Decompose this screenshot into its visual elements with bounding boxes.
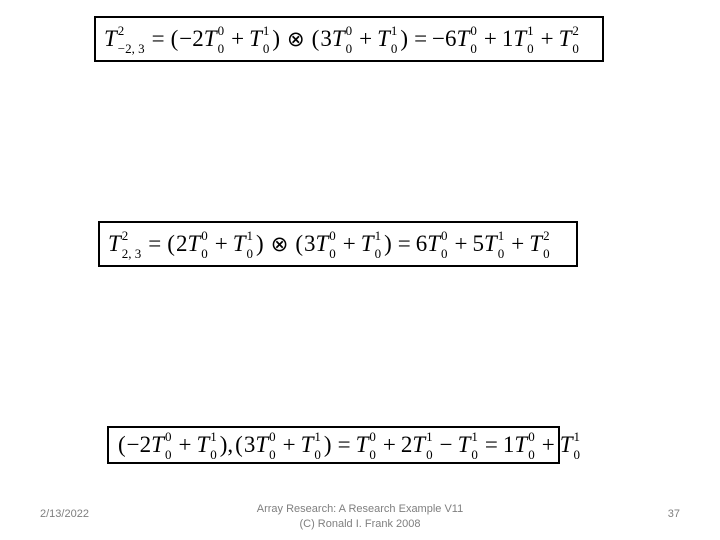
- tensor-product-operator: ⊗: [270, 232, 289, 256]
- tensor-term: [249, 23, 271, 56]
- term-superscript: 0: [329, 228, 336, 243]
- term-subscript: 0: [314, 447, 321, 462]
- term-indices: [390, 23, 398, 56]
- tensor-term: [360, 228, 383, 261]
- term-indices: [470, 23, 477, 56]
- term-superscript: 1: [573, 429, 580, 444]
- term-coefficient: −6: [432, 26, 457, 51]
- parenthesis: (: [170, 26, 179, 51]
- term-indices: [527, 23, 534, 56]
- term-indices: [121, 228, 142, 261]
- tensor-product-operator: ⊗: [287, 27, 305, 51]
- term-subscript: 0: [470, 41, 477, 56]
- term-indices: [441, 228, 448, 261]
- operator: +: [359, 26, 373, 51]
- term-subscript: 0: [426, 447, 433, 462]
- tensor-term: [502, 429, 537, 462]
- term-symbol: T: [558, 26, 572, 51]
- equation-box-3: [107, 426, 580, 464]
- term-coefficient: 6: [415, 231, 428, 256]
- term-superscript: 0: [269, 429, 276, 444]
- tensor-term: [320, 23, 354, 56]
- term-coefficient: 1: [501, 26, 514, 51]
- operator: +: [231, 26, 245, 51]
- term-symbol: T: [457, 432, 471, 457]
- tensor-term: [303, 228, 338, 261]
- term-superscript: 0: [470, 23, 477, 38]
- equation-box-2: [98, 221, 578, 267]
- term-subscript: 0: [369, 447, 376, 462]
- operator: =: [337, 432, 351, 457]
- term-indices: [528, 429, 535, 462]
- operator: +: [511, 231, 525, 256]
- tensor-term: [529, 228, 551, 261]
- parenthesis: (: [295, 231, 303, 256]
- operator: =: [397, 231, 411, 256]
- term-indices: [246, 228, 254, 261]
- term-subscript: 0: [441, 246, 448, 261]
- term-indices: [374, 228, 382, 261]
- tensor-term: [501, 23, 536, 56]
- term-symbol: T: [249, 26, 262, 51]
- tensor-term: [126, 429, 174, 462]
- term-coefficient: 1: [502, 432, 515, 457]
- term-symbol: T: [232, 231, 246, 256]
- term-indices: [314, 429, 321, 462]
- term-indices: [471, 429, 478, 462]
- term-subscript: 0: [217, 41, 225, 56]
- term-superscript: 0: [528, 429, 535, 444]
- term-superscript: 2: [117, 23, 125, 38]
- term-symbol: T: [529, 231, 543, 256]
- term-coefficient: −2: [126, 432, 152, 457]
- term-subscript: 0: [497, 246, 505, 261]
- parenthesis: (: [235, 432, 243, 457]
- term-symbol: T: [456, 26, 470, 51]
- tensor-term: [432, 23, 479, 56]
- term-indices: [164, 429, 172, 462]
- tensor-term: [472, 228, 507, 261]
- term-superscript: 1: [390, 23, 398, 38]
- term-indices: [573, 429, 580, 462]
- term-coefficient: 3: [303, 231, 316, 256]
- term-subscript: 0: [164, 447, 172, 462]
- parenthesis: ): [256, 231, 264, 256]
- term-subscript: 2, 3: [121, 246, 142, 261]
- term-symbol: T: [360, 231, 374, 256]
- term-coefficient: 5: [472, 231, 484, 256]
- term-superscript: 1: [262, 23, 270, 38]
- tensor-term: [104, 23, 147, 56]
- operator: =: [148, 231, 162, 256]
- term-superscript: 1: [210, 429, 217, 444]
- term-subscript: 0: [572, 41, 579, 56]
- term-coefficient: 3: [320, 26, 332, 51]
- term-symbol: T: [255, 432, 269, 457]
- operator: +: [282, 432, 296, 457]
- tensor-term: [300, 429, 323, 462]
- term-subscript: 0: [345, 41, 353, 56]
- term-subscript: 0: [246, 246, 254, 261]
- tensor-term: [457, 429, 480, 462]
- term-coefficient: 2: [175, 231, 188, 256]
- term-subscript: 0: [390, 41, 398, 56]
- term-indices: [369, 429, 376, 462]
- term-indices: [345, 23, 353, 56]
- term-indices: [117, 23, 145, 56]
- term-coefficient: 2: [400, 432, 413, 457]
- term-subscript: 0: [210, 447, 217, 462]
- parenthesis: ): [272, 26, 281, 51]
- term-symbol: T: [196, 432, 210, 457]
- operator: +: [541, 432, 555, 457]
- term-indices: [543, 228, 550, 261]
- parenthesis: ): [400, 26, 409, 51]
- operator: +: [454, 231, 468, 256]
- tensor-term: [175, 228, 210, 261]
- parenthesis: ),: [219, 432, 234, 457]
- footer-title-line2: (C) Ronald I. Frank 2008: [299, 518, 421, 530]
- term-indices: [201, 228, 208, 261]
- term-indices: [426, 429, 433, 462]
- term-superscript: 0: [164, 429, 172, 444]
- term-subscript: 0: [527, 41, 534, 56]
- term-subscript: 0: [573, 447, 580, 462]
- equation-box-1: [94, 16, 604, 62]
- term-superscript: 1: [497, 228, 505, 243]
- term-indices: [572, 23, 579, 56]
- tensor-term: [415, 228, 450, 261]
- operator: +: [540, 26, 554, 51]
- operator: +: [382, 432, 396, 457]
- term-superscript: 1: [471, 429, 478, 444]
- term-superscript: 0: [201, 228, 208, 243]
- term-superscript: 2: [121, 228, 129, 243]
- term-superscript: 0: [217, 23, 225, 38]
- term-symbol: T: [377, 26, 390, 51]
- term-indices: [497, 228, 505, 261]
- term-indices: [329, 228, 336, 261]
- operator: +: [178, 432, 192, 457]
- term-coefficient: −2: [179, 26, 204, 51]
- operator: =: [151, 26, 165, 51]
- parenthesis: ): [384, 231, 392, 256]
- term-superscript: 1: [527, 23, 534, 38]
- footer-page-number: 37: [667, 508, 680, 520]
- term-coefficient: 3: [243, 432, 256, 457]
- term-symbol: T: [427, 231, 441, 256]
- term-subscript: 0: [471, 447, 478, 462]
- tensor-term: [355, 429, 378, 462]
- term-subscript: 0: [329, 246, 336, 261]
- operator: =: [484, 432, 498, 457]
- term-superscript: 2: [572, 23, 579, 38]
- parenthesis: (: [311, 26, 320, 51]
- term-superscript: 0: [345, 23, 353, 38]
- term-symbol: T: [187, 231, 201, 256]
- operator: −: [439, 432, 453, 457]
- term-indices: [269, 429, 276, 462]
- term-symbol: T: [513, 26, 527, 51]
- term-subscript: 0: [543, 246, 550, 261]
- tensor-term: [243, 429, 278, 462]
- term-symbol: T: [559, 432, 573, 457]
- term-subscript: 0: [374, 246, 382, 261]
- term-superscript: 2: [543, 228, 550, 243]
- footer-title: [240, 502, 480, 532]
- parenthesis: ): [323, 432, 332, 457]
- term-symbol: T: [514, 432, 528, 457]
- term-symbol: T: [300, 432, 314, 457]
- term-subscript: −2, 3: [117, 41, 145, 56]
- term-symbol: T: [412, 432, 426, 457]
- tensor-term: [232, 228, 255, 261]
- term-symbol: T: [203, 26, 217, 51]
- term-indices: [262, 23, 270, 56]
- parenthesis: (: [167, 231, 175, 256]
- operator: +: [483, 26, 497, 51]
- term-symbol: T: [151, 432, 164, 457]
- operator: +: [342, 231, 356, 256]
- term-subscript: 0: [269, 447, 276, 462]
- operator: +: [214, 231, 228, 256]
- tensor-term: [108, 228, 143, 261]
- term-symbol: T: [315, 231, 329, 256]
- tensor-term: [559, 429, 582, 462]
- term-superscript: 1: [314, 429, 321, 444]
- tensor-term: [377, 23, 399, 56]
- term-symbol: T: [104, 26, 117, 51]
- term-superscript: 0: [441, 228, 448, 243]
- footer-date: 2/13/2022: [40, 508, 89, 520]
- operator: =: [414, 26, 428, 51]
- term-symbol: T: [355, 432, 369, 457]
- footer-title-line1: Array Research: A Research Example V11: [256, 503, 464, 515]
- term-indices: [217, 23, 225, 56]
- term-superscript: 1: [374, 228, 382, 243]
- tensor-term: [400, 429, 435, 462]
- term-symbol: T: [484, 231, 497, 256]
- term-subscript: 0: [262, 41, 270, 56]
- term-subscript: 0: [528, 447, 535, 462]
- term-superscript: 1: [246, 228, 254, 243]
- term-superscript: 1: [426, 429, 433, 444]
- term-symbol: T: [331, 26, 345, 51]
- term-indices: [210, 429, 217, 462]
- term-symbol: T: [108, 231, 121, 256]
- tensor-term: [196, 429, 218, 462]
- tensor-term: [179, 23, 226, 56]
- tensor-term: [558, 23, 581, 56]
- parenthesis: (: [118, 432, 126, 457]
- term-subscript: 0: [201, 246, 208, 261]
- term-superscript: 0: [369, 429, 376, 444]
